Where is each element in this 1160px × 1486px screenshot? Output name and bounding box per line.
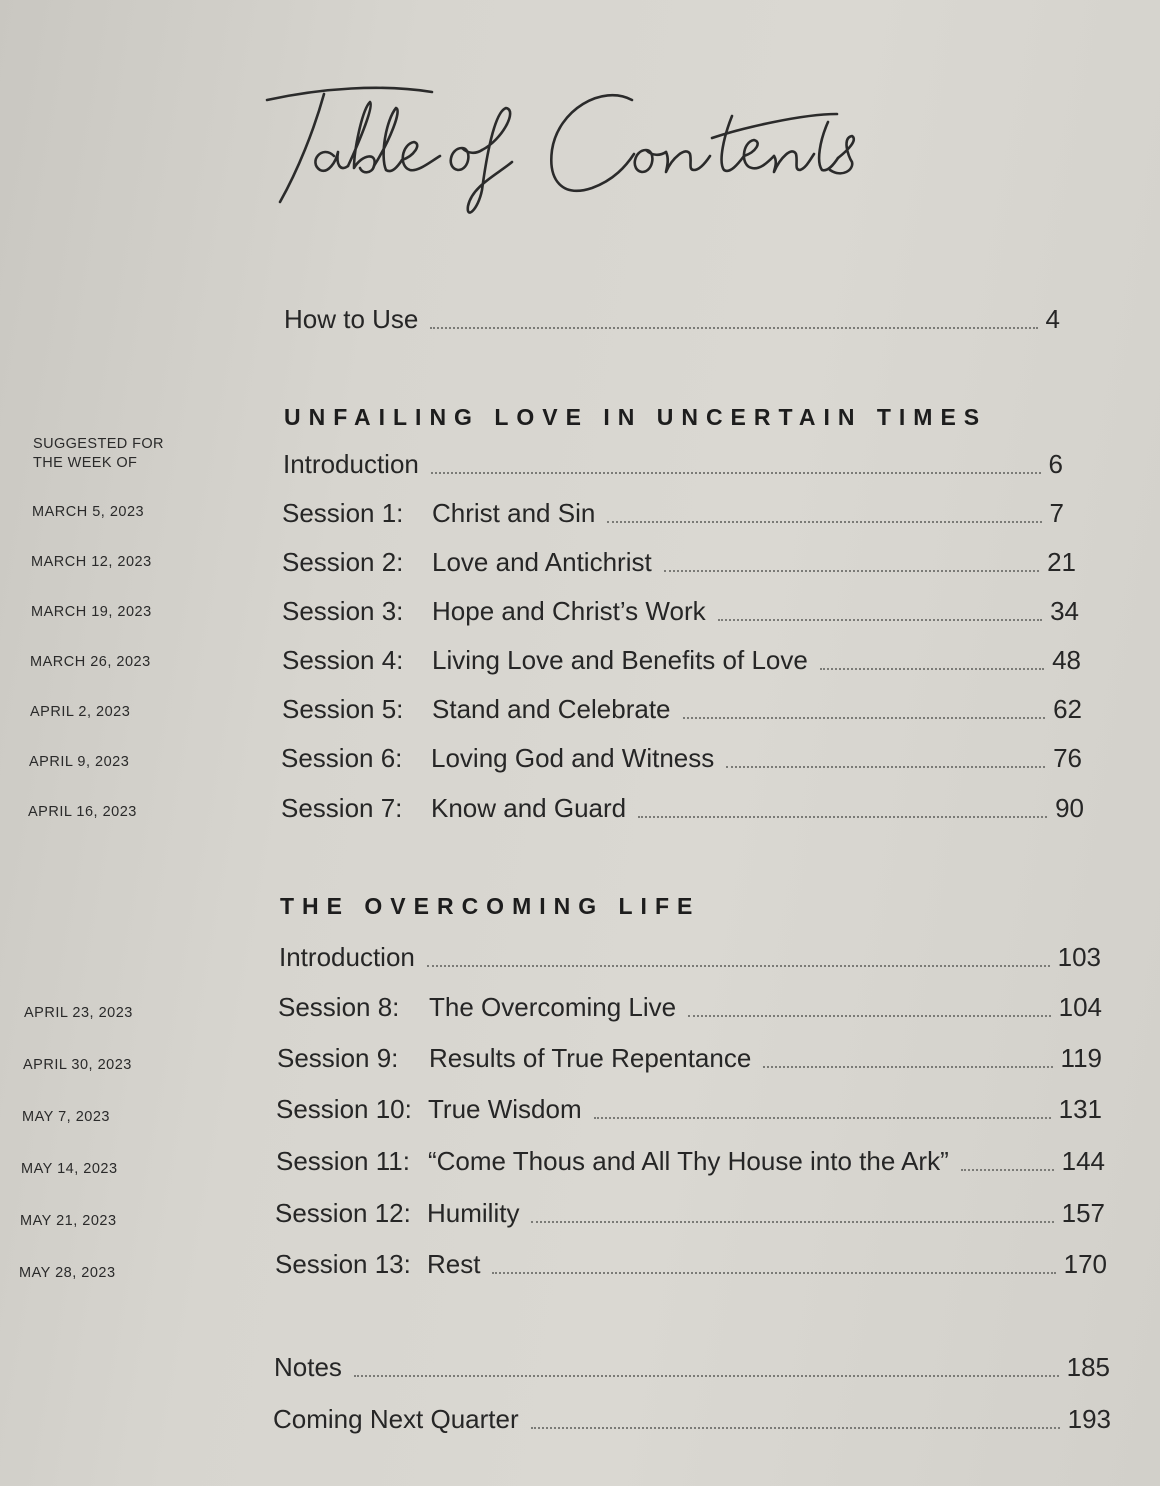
toc-entry-part2-introduction[interactable] xyxy=(279,941,1101,973)
toc-entry-session-13[interactable] xyxy=(275,1248,1107,1280)
toc-entry-session-3[interactable] xyxy=(282,595,1079,627)
dot-leader xyxy=(726,765,1045,768)
toc-page-number: 62 xyxy=(1053,694,1082,724)
session-title: Know and Guard xyxy=(431,793,627,823)
dot-leader xyxy=(664,569,1039,572)
session-title: Hope and Christ’s Work xyxy=(432,596,706,626)
session-number: Session 3: xyxy=(282,596,404,626)
session-date: APRIL 2, 2023 xyxy=(30,704,131,720)
dot-leader xyxy=(492,1271,1055,1274)
dot-leader xyxy=(431,471,1041,474)
session-date: MARCH 19, 2023 xyxy=(31,604,152,620)
toc-entry-part1-introduction[interactable] xyxy=(283,448,1063,480)
toc-page-number: 90 xyxy=(1055,793,1084,823)
toc-page-number: 144 xyxy=(1061,1146,1105,1176)
session-date: MAY 28, 2023 xyxy=(19,1265,116,1281)
toc-page-number: 48 xyxy=(1052,645,1081,675)
toc-entry-notes[interactable] xyxy=(274,1351,1110,1383)
dot-leader xyxy=(961,1168,1054,1171)
session-title: Stand and Celebrate xyxy=(432,694,671,724)
session-number: Session 5: xyxy=(282,694,404,724)
dot-leader xyxy=(607,520,1041,523)
toc-page-number: 170 xyxy=(1063,1249,1107,1279)
toc-entry-label: Introduction xyxy=(279,942,415,972)
suggested-line-1: SUGGESTED FOR xyxy=(33,436,164,452)
session-number: Session 2: xyxy=(282,547,404,577)
session-number: Session 11: xyxy=(276,1146,410,1176)
suggested-week-label xyxy=(33,435,164,473)
session-number: Session 4: xyxy=(282,645,404,675)
dot-leader xyxy=(638,815,1047,818)
toc-entry-session-1[interactable] xyxy=(282,497,1064,529)
suggested-line-2: THE WEEK OF xyxy=(33,455,138,471)
session-number: Session 10: xyxy=(276,1094,412,1124)
session-title: Loving God and Witness xyxy=(431,743,715,773)
toc-entry-session-11[interactable] xyxy=(276,1145,1105,1177)
session-title: Christ and Sin xyxy=(432,498,596,528)
dot-leader xyxy=(683,716,1046,719)
toc-entry-label: Coming Next Quarter xyxy=(273,1404,519,1434)
toc-entry-label: How to Use xyxy=(284,304,419,334)
toc-entry-session-8[interactable] xyxy=(278,991,1102,1023)
session-date: APRIL 23, 2023 xyxy=(24,1005,133,1021)
session-number: Session 1: xyxy=(282,498,404,528)
toc-entry-session-5[interactable] xyxy=(282,693,1082,725)
toc-page-number: 119 xyxy=(1060,1043,1102,1073)
toc-entry-how-to-use[interactable] xyxy=(284,303,1060,335)
dot-leader xyxy=(430,326,1037,329)
session-title: Results of True Repentance xyxy=(429,1043,752,1073)
session-title: The Overcoming Live xyxy=(429,992,677,1022)
dot-leader xyxy=(427,964,1050,967)
toc-page-number: 76 xyxy=(1053,743,1082,773)
section-heading-part2: THE OVERCOMING LIFE xyxy=(280,893,701,919)
session-title: Humility xyxy=(427,1198,520,1228)
session-date: MAY 7, 2023 xyxy=(22,1109,110,1125)
session-number: Session 6: xyxy=(281,743,403,773)
session-date: APRIL 9, 2023 xyxy=(29,754,130,770)
session-title: True Wisdom xyxy=(428,1094,582,1124)
session-date: MAY 21, 2023 xyxy=(20,1213,117,1229)
dot-leader xyxy=(718,618,1042,621)
session-date: MARCH 5, 2023 xyxy=(32,504,145,520)
toc-entry-label: Introduction xyxy=(283,449,419,479)
toc-page-number: 21 xyxy=(1047,547,1076,577)
toc-entry-session-2[interactable] xyxy=(282,546,1076,578)
session-title: Rest xyxy=(427,1249,481,1279)
toc-entry-session-12[interactable] xyxy=(275,1197,1105,1229)
toc-entry-session-4[interactable] xyxy=(282,644,1081,676)
session-title: Love and Antichrist xyxy=(432,547,652,577)
session-date: MAY 14, 2023 xyxy=(21,1161,118,1177)
toc-page-number: 6 xyxy=(1048,449,1063,479)
toc-page-number: 193 xyxy=(1067,1404,1111,1434)
session-date: APRIL 30, 2023 xyxy=(23,1057,132,1073)
session-title: “Come Thous and All Thy House into the Ark” xyxy=(428,1146,949,1176)
session-date: APRIL 16, 2023 xyxy=(28,804,137,820)
dot-leader xyxy=(354,1374,1059,1377)
session-number: Session 12: xyxy=(275,1198,411,1228)
session-date: MARCH 26, 2023 xyxy=(30,654,151,670)
toc-page-number: 34 xyxy=(1050,596,1079,626)
toc-page-number: 131 xyxy=(1058,1094,1102,1124)
toc-entry-session-6[interactable] xyxy=(281,742,1082,774)
toc-page-number: 103 xyxy=(1057,942,1101,972)
dot-leader xyxy=(820,667,1044,670)
dot-leader xyxy=(594,1116,1051,1119)
toc-entry-session-9[interactable] xyxy=(277,1042,1102,1074)
session-number: Session 7: xyxy=(281,793,403,823)
toc-entry-coming-next-quarter[interactable] xyxy=(273,1403,1111,1435)
dot-leader xyxy=(688,1014,1051,1017)
toc-page-number: 185 xyxy=(1066,1352,1110,1382)
page-title xyxy=(262,70,862,230)
toc-page-number: 157 xyxy=(1061,1198,1105,1228)
toc-entry-session-10[interactable] xyxy=(276,1093,1102,1125)
toc-entry-session-7[interactable] xyxy=(281,792,1084,824)
session-number: Session 9: xyxy=(277,1043,399,1073)
session-number: Session 8: xyxy=(278,992,400,1022)
session-date: MARCH 12, 2023 xyxy=(31,554,152,570)
toc-page-number: 104 xyxy=(1058,992,1102,1022)
dot-leader xyxy=(531,1220,1053,1223)
session-title: Living Love and Benefits of Love xyxy=(432,645,808,675)
session-number: Session 13: xyxy=(275,1249,411,1279)
section-heading-part1: UNFAILING LOVE IN UNCERTAIN TIMES xyxy=(284,404,988,430)
toc-page-number: 7 xyxy=(1049,498,1064,528)
dot-leader xyxy=(531,1426,1060,1429)
toc-entry-label: Notes xyxy=(274,1352,342,1382)
dot-leader xyxy=(763,1065,1052,1068)
toc-page-number: 4 xyxy=(1045,304,1060,334)
script-title-lettering xyxy=(262,70,862,230)
